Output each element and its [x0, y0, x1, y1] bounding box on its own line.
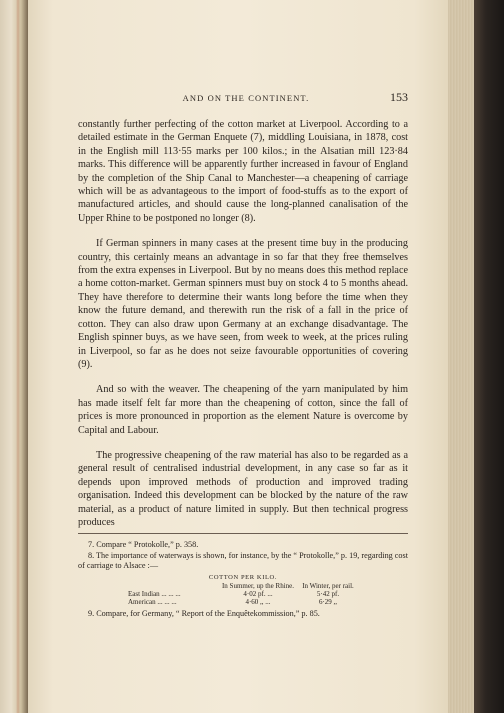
cost-row-label: East Indian ... ... ... [128, 590, 181, 599]
previous-page-edge [0, 0, 28, 713]
paragraph: And so with the weaver. The cheapening of the yarn manipulated by him has made itself felt far more than the cheapening of cotton, since the fall of prices is more pronounced in proportion as the element Nature is overcome by Capital and Labour. [78, 384, 408, 436]
footnote-7: 7. Compare “ Protokolle,” p. 358. [88, 540, 199, 549]
page-number: 153 [390, 90, 408, 104]
body-text [78, 118, 408, 541]
cost-row-summer: 4·02 pf. ... [243, 590, 273, 599]
footnote-9: 9. Compare, for Germany, “ Report of the Enquêtekommission,” p. 85. [88, 608, 320, 618]
cost-row-label: American ... ... ... [128, 598, 177, 607]
cost-row-winter: 6·29 ,, [318, 598, 338, 607]
footnote-8: 8. The importance of waterways is shown, for instance, by the “ Protokolle,” p. 19, regarding cost of carriage to Alsace :— [78, 550, 408, 571]
cost-table-corner [128, 582, 218, 590]
carriage-cost-table [128, 574, 358, 607]
paragraph: If German spinners in many cases at the present time buy in the producing country, this certainly means an advantage in so far that they free themselves from the extra expenses in Liverpool. But by no means does this method replace a home cotton-market. German spinners must buy on stock 4 to 5 months ahead. They have therefore to determine their wants long before the time when they know the future demand, and therewith run the risk of a fall in the price of cotton. They can also draw upon Germany at an exchange disadvantage. The English spinner buys, as we have seen, from week to week, at the prices ruling in Liverpool, so far as he does not seize favourable opportunities of covering (9). [78, 238, 408, 370]
cost-header-summer: In Summer, up the Rhine. [221, 581, 295, 590]
footnotes [78, 540, 408, 619]
paragraph: The progressive cheapening of the raw material has also to be regarded as a general result of centralised industrial development, in any case so far as it depends upon improved methods of production and improved trading organisation. Indeed this development can be blocked by the nature of the raw material, as a product of nature limited in supply. But then technical progress produces [78, 449, 408, 528]
page-edge-stain [16, 0, 20, 713]
cost-table-row [128, 598, 358, 606]
cost-row-summer: 4·60 ,, ... [245, 598, 271, 607]
book-cover [474, 0, 504, 713]
cost-table-row [128, 590, 358, 598]
cost-header-winter: In Winter, per rail. [302, 581, 354, 590]
page-stack-edges [448, 0, 474, 713]
cost-row-winter: 5·42 pf. [316, 590, 340, 599]
cost-table-header-row [128, 582, 358, 590]
running-title: AND ON THE CONTINENT. [182, 93, 310, 103]
paragraph: constantly further perfecting of the cotton market at Liverpool. According to a detailed estimate in the German Enquete (7), middling Louisiana, in 1878, cost in the English mill 113·55 marks per 100 kilos.; in the Alsatian mill 123·84 marks. This difference will be apparently further increased in favour of England by the completion of the Ship Canal to Manchester—a cheapening of carriage which will be as advantageous to the import of food-stuffs as to the export of manufactured articles, and should cause the long-planned canalisation of the Upper Rhine to be postponed no longer (8). [78, 119, 408, 224]
running-head [78, 90, 408, 106]
cost-table-heading: COTTON PER KILO. [208, 573, 278, 581]
footnote-rule [78, 533, 408, 534]
